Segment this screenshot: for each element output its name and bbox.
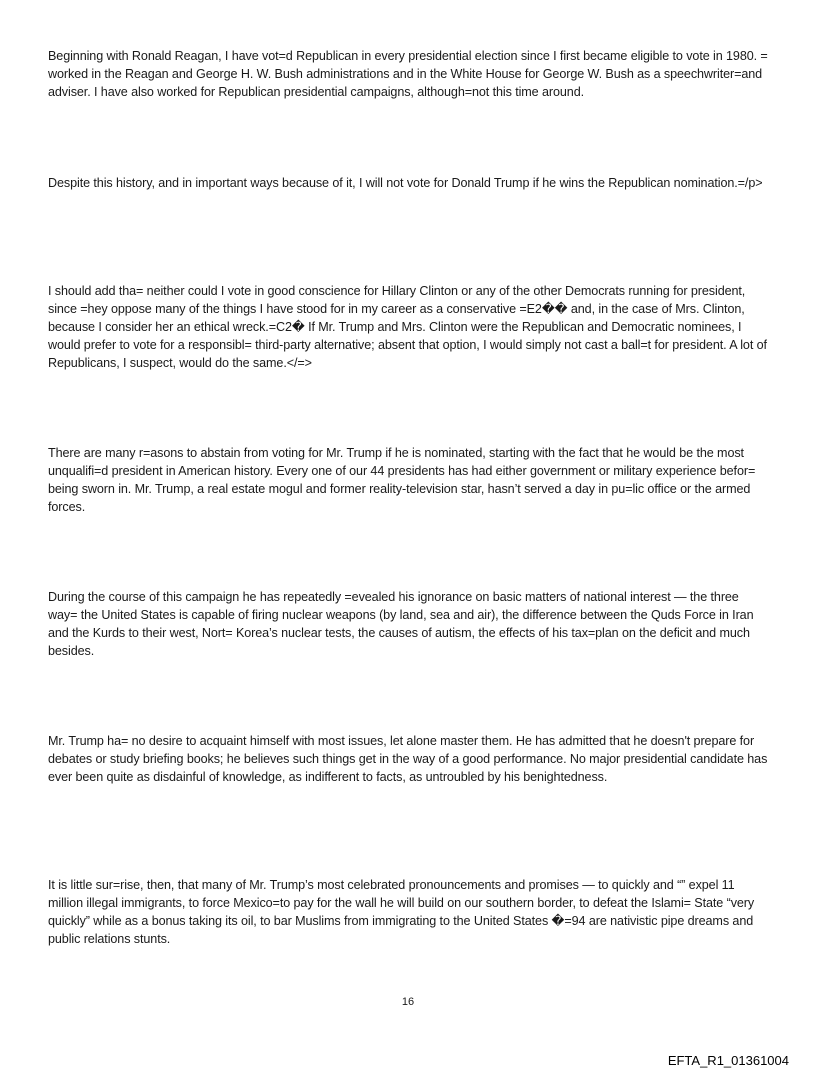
- paragraph-will-not-vote: Despite this history, and in important ways because of it, I will not vote for Donald Trump if he wins the Republican nomination.=/p>: [48, 176, 763, 190]
- paragraph-pronouncements: It is little sur=rise, then, that many of Mr. Trump’s most celebrated pronouncements and promises — to quickly and “” expel 11 million illegal immigrants, to force Mexico=to pay for the wall he will build on our southern border, to defeat the Islami= State “very quickly” while as a bonus taking its oil, to bar Muslims from immigrating to the United States �=94 are nativistic pipe dreams and public relations stunts.: [48, 878, 755, 946]
- paragraph-clinton: I should add tha= neither could I vote in good conscience for Hillary Clinton or any of the other Democrats running for president, since =hey oppose many of the things I have stood for in my career as a conservative =E2�� and, in the case of Mrs. Clinton, because I consider her an ethical wreck.=C2� If Mr. Trump and Mrs. Clinton were the Republican and Democratic nominees, I would prefer to vote for a responsibl= third-party alternative; absent that option, I would simply not cast a ball=t for president. A lot of Republicans, I suspect, would do the same.</=>: [48, 284, 767, 370]
- page-number: 16: [401, 996, 415, 1008]
- paragraph-unqualified: There are many r=asons to abstain from voting for Mr. Trump if he is nominated, starting with the fact that he would be the most unqualifi=d president in American history. Every one of our 44 presidents has had either government or military experience befor= being sworn in. Mr. Trump, a real estate mogul and former reality-television star, hasn’t served a day in pu=lic office or the armed forces.: [48, 446, 756, 514]
- document-id-stamp: EFTA_R1_01361004: [667, 1053, 789, 1068]
- paragraph-voting-history: Beginning with Ronald Reagan, I have vot=d Republican in every presidential election since I first became eligible to vote in 1980. = worked in the Reagan and George H. W. Bush administrations and in the White House for George W. Bush as a speechwriter=and adviser. I have also worked for Republican presidential campaigns, although=not this time around.: [48, 49, 768, 99]
- paragraph-ignorance: During the course of this campaign he has repeatedly =evealed his ignorance on basic matters of national interest — the three way= the United States is capable of firing nuclear weapons (by land, sea and air), the difference between the Quds Force in Iran and the Kurds to their west, Nort= Korea’s nuclear tests, the causes of autism, the effects of his tax=plan on the deficit and much besides.: [48, 590, 754, 658]
- paragraph-no-desire: Mr. Trump ha= no desire to acquaint himself with most issues, let alone master them. He has admitted that he doesn't prepare for debates or study briefing books; he believes such things get in the way of a good performance. No major presidential candidate has ever been quite as disdainful of knowledge, as indifferent to facts, as untroubled by his benightedness.: [48, 734, 768, 784]
